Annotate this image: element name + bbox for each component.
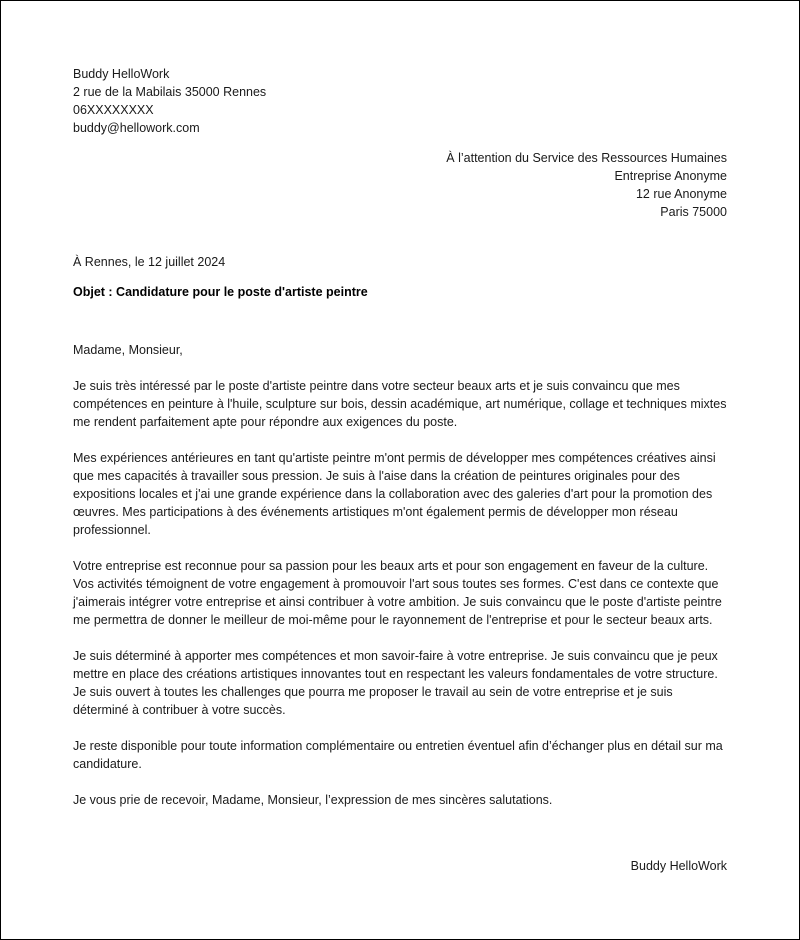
paragraph-3: Votre entreprise est reconnue pour sa passion pour les beaux arts et pour son engagement en faveur de la culture. Vos activités témoignent de votre engagement à promouvoir l'art sous toutes ses formes. C'est dans ce contexte que j'aimerais intégrer votre entreprise et ainsi contribuer à votre ambition. Je suis convaincu que le poste d'artiste peintre me permettra de donner le meilleur de moi-même pour le rayonnement de l'entreprise et pour le secteur beaux arts.: [73, 559, 722, 627]
date-line: À Rennes, le 12 juillet 2024: [73, 255, 226, 269]
recipient-company: Entreprise Anonyme: [614, 169, 727, 183]
sender-phone: 06XXXXXXXX: [73, 103, 154, 117]
paragraph-4: Je suis déterminé à apporter mes compétences et mon savoir-faire à votre entreprise. Je suis convaincu que je peux mettre en place des créations artistiques innovantes tout en respectant les valeurs fondamentales de votre structure. Je suis ouvert à toutes les challenges que pourra me proposer le travail au sein de votre entreprise et je suis déterminé à contribuer à votre succès.: [73, 649, 718, 717]
sender-block: [73, 65, 266, 137]
closing-paragraph: Je vous prie de recevoir, Madame, Monsieur, l’expression de mes sincères salutations.: [73, 793, 553, 807]
recipient-attention: À l’attention du Service des Ressources Humaines: [446, 151, 727, 165]
sender-name: Buddy HelloWork: [73, 67, 170, 81]
letter-body: [73, 341, 729, 827]
subject-line: Objet : Candidature pour le poste d'artiste peintre: [73, 285, 368, 299]
paragraph-2: Mes expériences antérieures en tant qu'artiste peintre m'ont permis de développer mes compétences créatives ainsi que mes capacités à travailler sous pression. Je suis à l'aise dans la création de peintures originales pour des expositions locales et j'ai une grande expérience dans la collaboration avec des galeries d'art pour la promotion des œuvres. Mes participations à des événements artistiques m'ont également permis de développer mon réseau professionnel.: [73, 451, 716, 537]
recipient-street: 12 rue Anonyme: [635, 187, 727, 201]
signature: Buddy HelloWork: [630, 859, 727, 873]
sender-address: 2 rue de la Mabilais 35000 Rennes: [73, 85, 267, 99]
sender-email: buddy@hellowork.com: [73, 121, 200, 135]
paragraph-5: Je reste disponible pour toute information complémentaire ou entretien éventuel afin d’échanger plus en détail sur ma candidature.: [73, 739, 723, 771]
recipient-city: Paris 75000: [660, 205, 727, 219]
paragraph-1: Je suis très intéressé par le poste d'artiste peintre dans votre secteur beaux arts et je suis convaincu que mes compétences en peinture à l'huile, sculpture sur bois, dessin académique, art numérique, collage et techniques mixtes me rendent parfaitement apte pour répondre aux exigences du poste.: [73, 379, 727, 429]
greeting: Madame, Monsieur,: [73, 343, 183, 357]
recipient-block: [446, 149, 727, 221]
